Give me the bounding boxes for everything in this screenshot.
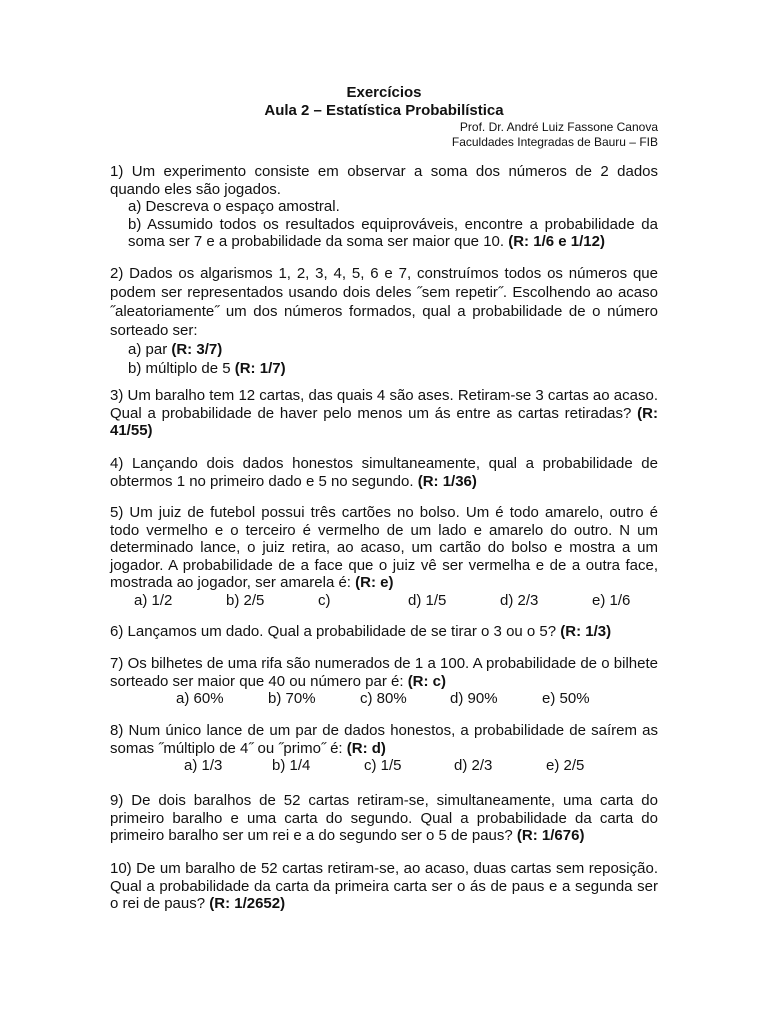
question-4-text: 4) Lançando dois dados honestos simultaneamente, qual a probabilidade de obtermos 1 no primeiro dado e 5 no segundo. (110, 455, 658, 490)
question-8-text: 8) Num único lance de um par de dados honestos, a probabilidade de saírem as somas ˝múltiplo de 4˝ ou ˝primo˝ é: (110, 722, 658, 757)
question-9-paragraph (110, 792, 658, 845)
question-5-option: a) 1/2 (134, 591, 173, 609)
question-5-option: e) 1/6 (592, 591, 631, 609)
question-10-paragraph (110, 860, 658, 913)
question-8-options (110, 757, 658, 775)
question-4-answer: (R: 1/36) (417, 472, 477, 490)
question-7-option: a) 60% (176, 690, 224, 707)
question-4 (110, 455, 658, 490)
question-10-text: 10) De um baralho de 52 cartas retiram-se, ao acaso, duas cartas sem reposição. Qual a probabilidade da carta da primeira carta ser o ás de paus e a segunda ser o rei de paus? (110, 860, 658, 912)
question-7-options (110, 690, 658, 708)
question-9 (110, 792, 658, 845)
question-5-option: c) (318, 591, 331, 609)
question-8-paragraph (110, 722, 658, 757)
question-8 (110, 722, 658, 775)
question-7-answer: (R: c) (407, 672, 447, 690)
question-6-text: 6) Lançamos um dado. Qual a probabilidade de se tirar o 3 ou o 5? (110, 623, 557, 640)
question-5-paragraph (110, 504, 658, 592)
question-3 (110, 387, 658, 440)
question-6-paragraph (110, 623, 658, 641)
question-7-option: d) 90% (450, 690, 498, 707)
question-2-item-b (110, 359, 658, 378)
question-7-option: c) 80% (360, 690, 407, 707)
question-1-item-a: a) Descreva o espaço amostral. (128, 198, 340, 215)
question-5-option: d) 1/5 (408, 591, 447, 609)
institution-name: Faculdades Integradas de Bauru – FIB (451, 135, 658, 149)
question-8-answer: (R: d) (346, 739, 386, 757)
document-title: Exercícios (346, 84, 422, 101)
question-1-answer: (R: 1/6 e 1/12) (508, 233, 605, 250)
question-9-text: 9) De dois baralhos de 52 cartas retiram-se, simultaneamente, uma carta do primeiro baralho e uma carta do segundo. Qual a probabilidade da carta do primeiro baralho ser um rei e a do segundo ser o 5 de paus? (110, 792, 658, 844)
question-4-paragraph (110, 455, 658, 490)
question-6-answer: (R: 1/3) (560, 623, 612, 640)
question-2-item-a (110, 340, 658, 359)
question-10-answer: (R: 1/2652) (209, 895, 286, 912)
question-7-text: 7) Os bilhetes de uma rifa são numerados de 1 a 100. A probabilidade de o bilhete sorteado ser maior que 40 ou número par é: (110, 655, 658, 690)
question-6 (110, 623, 658, 641)
question-3-answer: (R: 41/55) (110, 404, 658, 439)
question-5-answer: (R: e) (355, 574, 394, 591)
question-5 (110, 504, 658, 610)
question-2-item-a-answer: (R: 3/7) (171, 341, 223, 358)
question-1-item-b (110, 216, 658, 251)
question-5-option: d) 2/3 (500, 591, 539, 609)
question-10 (110, 860, 658, 913)
question-8-option: a) 1/3 (184, 757, 223, 774)
question-5-options (110, 592, 658, 610)
question-8-option: e) 2/5 (546, 757, 585, 774)
question-5-text: 5) Um juiz de futebol possui três cartões no bolso. Um é todo amarelo, outro é todo vermelho e o terceiro é vermelho de um lado e amarelo do outro. N um determinado lance, o juiz retira, ao acaso, um cartão do bolso e mostra a um jogador. A probabilidade de a face que o juiz vê ser vermelha e de a outra face, mostrada ao jogador, ser amarela é: (110, 504, 658, 591)
question-7-option: e) 50% (542, 690, 590, 707)
question-2-text: 2) Dados os algarismos 1, 2, 3, 4, 5, 6 e 7, construímos todos os números que podem ser representados usando dois deles ˝sem repetir˝. Escolhendo ao acaso ˝aleatoriamente˝ um dos números formados, qual a probabilidade de o número sorteado ser: (110, 265, 658, 339)
question-7-paragraph (110, 655, 658, 690)
question-2-item-b-answer: (R: 1/7) (234, 360, 286, 377)
question-8-option: d) 2/3 (454, 757, 493, 774)
question-1-item-b-text: b) Assumido todos os resultados equiprováveis, encontre a probabilidade da soma ser 7 e a probabilidade da soma ser maior que 10. (128, 215, 658, 250)
question-7-option: b) 70% (268, 690, 316, 707)
author-name: Prof. Dr. André Luiz Fassone Canova (459, 120, 658, 134)
question-2-item-b-text: b) múltiplo de 5 (128, 360, 231, 377)
question-2 (110, 264, 658, 378)
question-3-paragraph (110, 387, 658, 440)
question-2-item-a-text: a) par (128, 341, 168, 358)
question-7 (110, 655, 658, 708)
question-5-option: b) 2/5 (226, 591, 265, 609)
question-8-option: b) 1/4 (272, 757, 311, 774)
question-9-answer: (R: 1/676) (516, 827, 585, 844)
question-3-text: 3) Um baralho tem 12 cartas, das quais 4 são ases. Retiram-se 3 cartas ao acaso. Qual a probabilidade de haver pelo menos um ás entre as cartas retiradas? (110, 387, 658, 422)
question-1 (110, 163, 658, 251)
question-8-option: c) 1/5 (364, 757, 402, 774)
document-subtitle: Aula 2 – Estatística Probabilística (264, 102, 504, 119)
question-1-text: 1) Um experimento consiste em observar a soma dos números de 2 dados quando eles são jogados. (110, 163, 658, 198)
